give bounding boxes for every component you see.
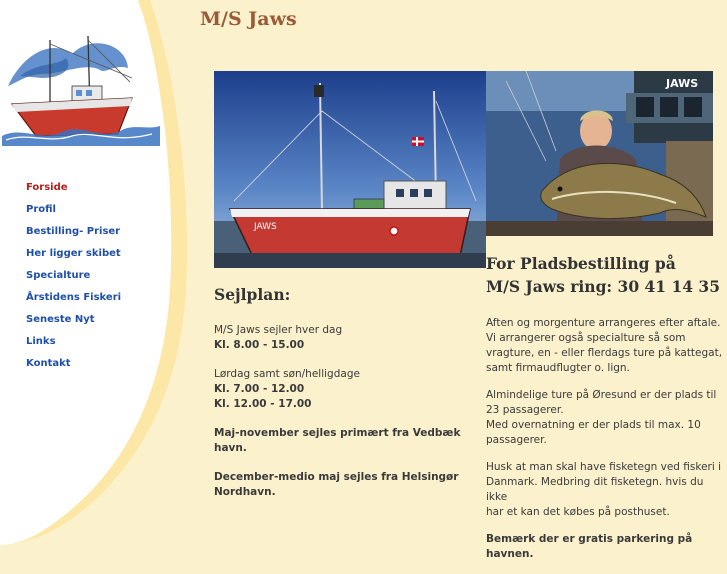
nav-link-bestilling-priser[interactable]: Bestilling- Priser: [26, 226, 121, 237]
sidebar: [0, 0, 190, 545]
boat-photo: [214, 71, 486, 268]
nav-link-specialture[interactable]: Specialture: [26, 270, 91, 281]
main-nav: [26, 178, 121, 376]
booking-heading: [486, 252, 724, 298]
weekend-schedule: [214, 367, 484, 412]
booking-section: [486, 252, 724, 574]
nav-link-arstidens-fiskeri[interactable]: Årstidens Fiskeri: [26, 292, 122, 303]
nav-link-seneste-nyt[interactable]: Seneste Nyt: [26, 314, 95, 325]
season-2-text: December-medio maj sejles fra Helsingør Nordhavn.: [214, 471, 459, 498]
booking-para-1: [486, 316, 724, 376]
weekend-time-1: Kl. 7.00 - 12.00: [214, 383, 305, 395]
nav-item-seneste-nyt[interactable]: [26, 310, 121, 332]
para3-line: Danmark. Medbring dit fisketegn. hvis du ikke: [486, 476, 704, 503]
nav-item-links[interactable]: [26, 332, 121, 354]
nav-item-bestilling-priser[interactable]: [26, 222, 121, 244]
para2-line: 23 passagerer.: [486, 404, 564, 416]
season-1-text: Maj-november sejles primært fra Vedbæk havn.: [214, 427, 461, 454]
para2-line: Med overnatning er der plads til max. 10: [486, 419, 701, 431]
nav-item-profil[interactable]: [26, 200, 121, 222]
cabin-sign-text: JAWS: [666, 77, 699, 90]
booking-heading-line-2: M/S Jaws ring: 30 41 14 35: [486, 277, 720, 296]
weekday-time: Kl. 8.00 - 15.00: [214, 339, 305, 351]
nav-link-forside[interactable]: Forside: [26, 182, 68, 193]
nav-item-kontakt[interactable]: [26, 354, 121, 376]
parking-note: [486, 532, 724, 562]
weekend-time-2: Kl. 12.00 - 17.00: [214, 398, 312, 410]
nav-link-her-ligger-skibet[interactable]: Her ligger skibet: [26, 248, 121, 259]
weekday-text: M/S Jaws sejler hver dag: [214, 324, 343, 336]
nav-link-profil[interactable]: Profil: [26, 204, 56, 215]
para2-line: Almindelige ture på Øresund er der plads til: [486, 389, 717, 401]
booking-para-3: [486, 460, 724, 520]
para2-line: passagerer.: [486, 434, 547, 446]
weekend-text: Lørdag samt søn/helligdage: [214, 368, 360, 380]
fisherman-photo: [486, 71, 713, 236]
page-title: M/S Jaws: [200, 8, 297, 30]
sejlplan-heading: Sejlplan:: [214, 285, 291, 304]
parking-text: Bemærk der er gratis parkering på havnen.: [486, 533, 693, 560]
nav-link-links[interactable]: Links: [26, 336, 56, 347]
boat-name-text: JAWS: [254, 222, 277, 232]
boat-logo: [2, 26, 160, 146]
season-2: [214, 470, 484, 500]
season-1: [214, 426, 484, 456]
para1-line: vragture, en - eller flerdags ture på kattegat,: [486, 347, 723, 359]
nav-item-arstidens-fiskeri[interactable]: [26, 288, 121, 310]
para1-line: Vi arrangerer også specialture så som: [486, 332, 686, 344]
booking-heading-line-1: For Pladsbestilling på: [486, 254, 676, 273]
para3-line: har et kan det købes på posthuset.: [486, 506, 670, 518]
para1-line: samt firmaudflugter o. lign.: [486, 362, 630, 374]
weekday-schedule: [214, 323, 484, 353]
para3-line: Husk at man skal have fisketegn ved fiskeri i: [486, 461, 722, 473]
nav-item-forside[interactable]: [26, 178, 121, 200]
booking-para-2: [486, 388, 724, 448]
sejlplan-section: [214, 285, 484, 514]
para1-line: Aften og morgenture arrangeres efter aftale.: [486, 317, 721, 329]
nav-link-kontakt[interactable]: Kontakt: [26, 358, 71, 369]
nav-item-specialture[interactable]: [26, 266, 121, 288]
nav-item-her-ligger-skibet[interactable]: [26, 244, 121, 266]
